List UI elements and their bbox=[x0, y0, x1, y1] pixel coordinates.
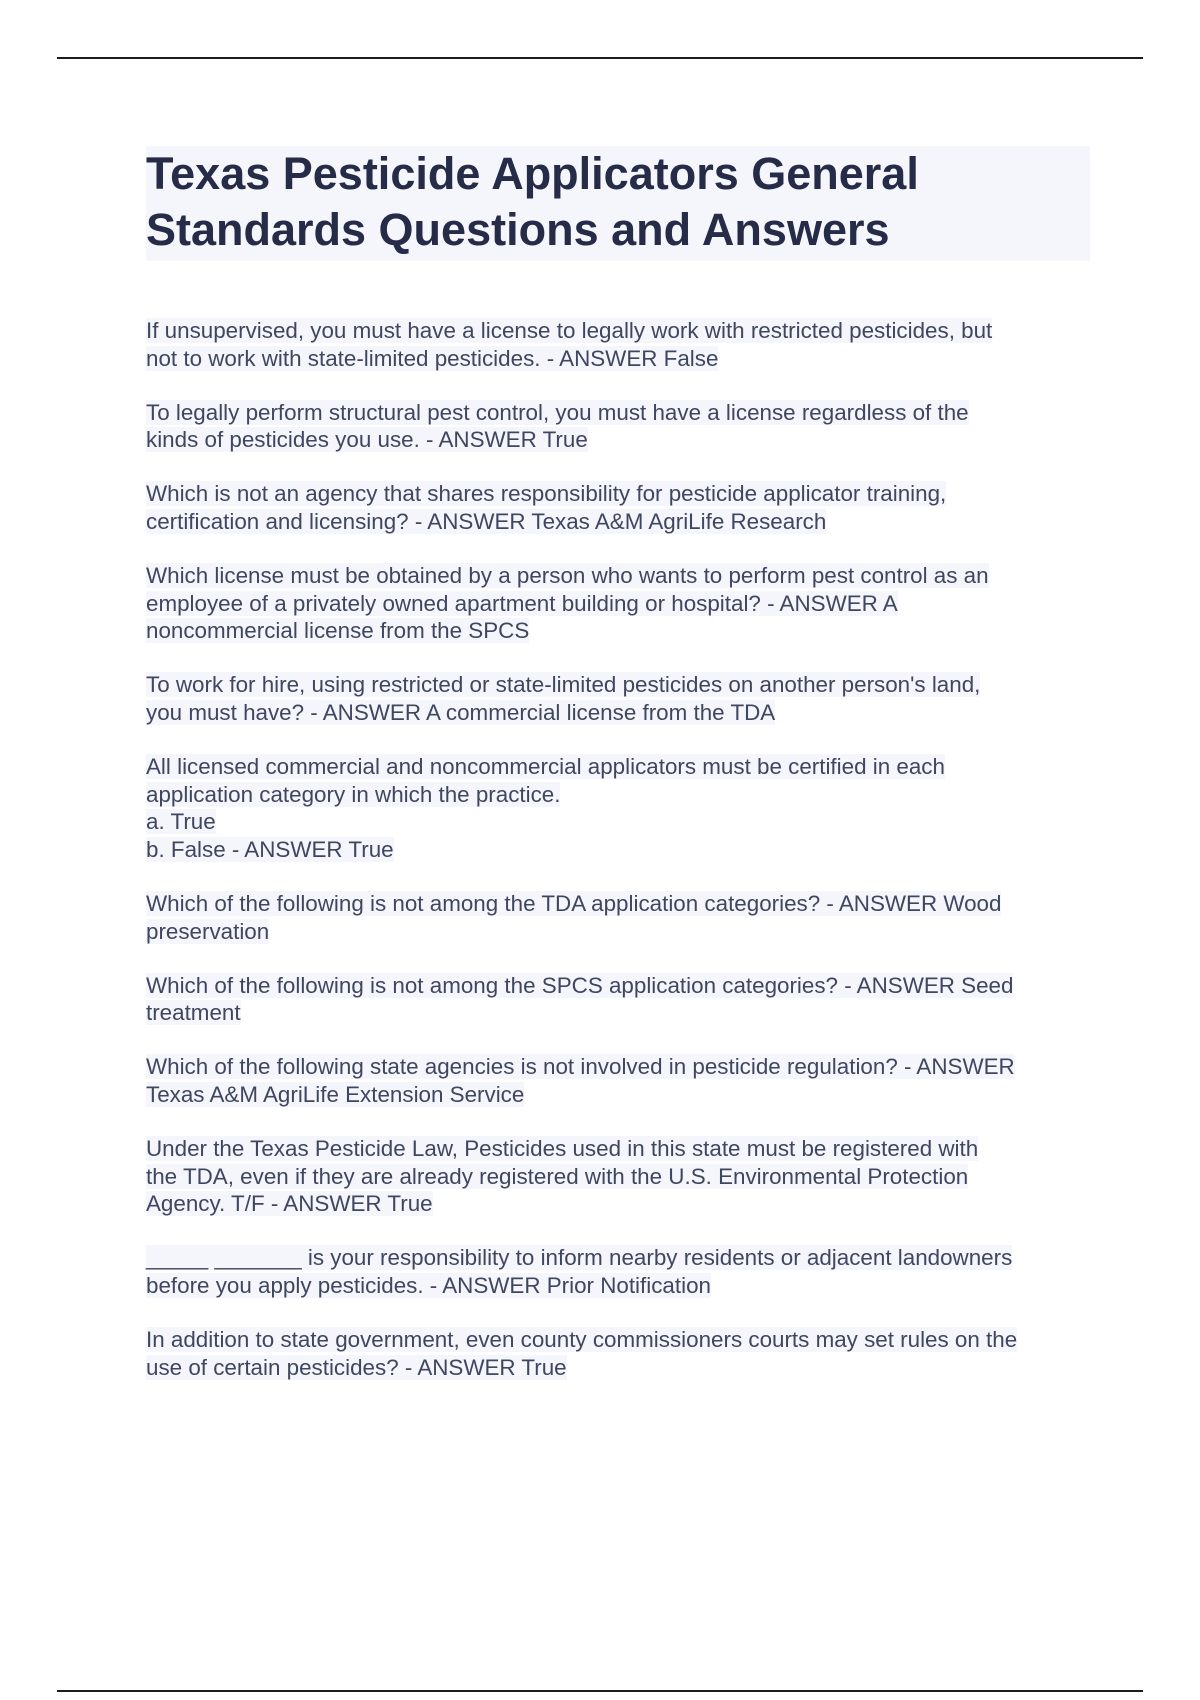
qa-text: application category in which the practice. bbox=[146, 781, 561, 807]
qa-text: Which of the following is not among the SPCS application categories? - ANSWER Seed bbox=[146, 972, 1014, 998]
qa-text: you must have? - ANSWER A commercial license from the TDA bbox=[146, 699, 776, 725]
top-divider bbox=[57, 57, 1143, 59]
qa-line bbox=[146, 1135, 1090, 1163]
qa-line bbox=[146, 317, 1090, 345]
qa-item bbox=[146, 671, 1090, 727]
qa-text: b. False - ANSWER True bbox=[146, 837, 394, 863]
qa-line bbox=[146, 1272, 1090, 1300]
qa-item bbox=[146, 1053, 1090, 1109]
qa-line bbox=[146, 808, 1090, 836]
qa-text: In addition to state government, even county commissioners courts may set rules on the bbox=[146, 1326, 1018, 1352]
qa-line bbox=[146, 1326, 1090, 1354]
qa-text: _____ _______ is your responsibility to inform nearby residents or adjacent landowners bbox=[146, 1245, 1013, 1271]
qa-text: preservation bbox=[146, 918, 270, 944]
qa-text: All licensed commercial and noncommercial applicators must be certified in each bbox=[146, 753, 945, 779]
qa-text: To work for hire, using restricted or state-limited pesticides on another person's land, bbox=[146, 672, 981, 698]
qa-text: If unsupervised, you must have a license to legally work with restricted pesticides, but bbox=[146, 318, 993, 343]
qa-text: not to work with state-limited pesticides. - ANSWER False bbox=[146, 345, 719, 371]
qa-item bbox=[146, 480, 1090, 536]
qa-text: before you apply pesticides. - ANSWER Prior Notification bbox=[146, 1272, 711, 1298]
qa-text: Which is not an agency that shares responsibility for pesticide applicator training, bbox=[146, 481, 947, 507]
qa-item bbox=[146, 972, 1090, 1028]
qa-item bbox=[146, 890, 1090, 946]
qa-item bbox=[146, 399, 1090, 455]
qa-line bbox=[146, 1354, 1090, 1382]
qa-line bbox=[146, 508, 1090, 536]
qa-text: Which of the following is not among the TDA application categories? - ANSWER Wood bbox=[146, 890, 1002, 916]
qa-text: Which of the following state agencies is not involved in pesticide regulation? - ANSWER bbox=[146, 1054, 1015, 1080]
qa-text: Under the Texas Pesticide Law, Pesticides used in this state must be registered with bbox=[146, 1135, 979, 1161]
qa-line bbox=[146, 671, 1090, 699]
qa-line bbox=[146, 1244, 1090, 1272]
document-body bbox=[146, 146, 1090, 1407]
qa-list bbox=[146, 317, 1090, 1381]
title-line: Standards Questions and Answers bbox=[146, 204, 890, 255]
qa-line bbox=[146, 1081, 1090, 1109]
qa-line bbox=[146, 890, 1090, 918]
qa-text: Agency. T/F - ANSWER True bbox=[146, 1191, 433, 1217]
qa-line bbox=[146, 836, 1090, 864]
title-line: Texas Pesticide Applicators General bbox=[146, 148, 919, 199]
bottom-divider bbox=[57, 1690, 1143, 1692]
document-title bbox=[146, 146, 1090, 261]
qa-item bbox=[146, 1244, 1090, 1300]
qa-text: certification and licensing? - ANSWER Texas A&M AgriLife Research bbox=[146, 508, 827, 534]
qa-line bbox=[146, 1053, 1090, 1081]
qa-line bbox=[146, 781, 1090, 809]
qa-line bbox=[146, 480, 1090, 508]
qa-text: Texas A&M AgriLife Extension Service bbox=[146, 1081, 525, 1107]
qa-text: the TDA, even if they are already registered with the U.S. Environmental Protection bbox=[146, 1163, 969, 1189]
qa-line bbox=[146, 1163, 1090, 1191]
qa-text: kinds of pesticides you use. - ANSWER True bbox=[146, 427, 588, 453]
qa-line bbox=[146, 1190, 1090, 1218]
qa-item bbox=[146, 1135, 1090, 1218]
qa-line bbox=[146, 562, 1090, 590]
qa-text: use of certain pesticides? - ANSWER True bbox=[146, 1354, 567, 1380]
qa-item bbox=[146, 562, 1090, 645]
qa-item bbox=[146, 317, 1090, 373]
qa-line bbox=[146, 999, 1090, 1027]
qa-line bbox=[146, 590, 1090, 618]
qa-text: employee of a privately owned apartment building or hospital? - ANSWER A bbox=[146, 590, 898, 616]
qa-line bbox=[146, 918, 1090, 946]
qa-item bbox=[146, 1326, 1090, 1382]
qa-item bbox=[146, 753, 1090, 864]
qa-line bbox=[146, 753, 1090, 781]
qa-line bbox=[146, 426, 1090, 454]
qa-line bbox=[146, 972, 1090, 1000]
qa-text: To legally perform structural pest control, you must have a license regardless of the bbox=[146, 399, 969, 425]
qa-text: noncommercial license from the SPCS bbox=[146, 618, 530, 644]
qa-line bbox=[146, 345, 1090, 373]
qa-text: Which license must be obtained by a person who wants to perform pest control as an bbox=[146, 562, 989, 588]
qa-text: treatment bbox=[146, 1000, 241, 1026]
qa-line bbox=[146, 699, 1090, 727]
qa-line bbox=[146, 617, 1090, 645]
qa-line bbox=[146, 399, 1090, 427]
qa-text: a. True bbox=[146, 809, 216, 835]
